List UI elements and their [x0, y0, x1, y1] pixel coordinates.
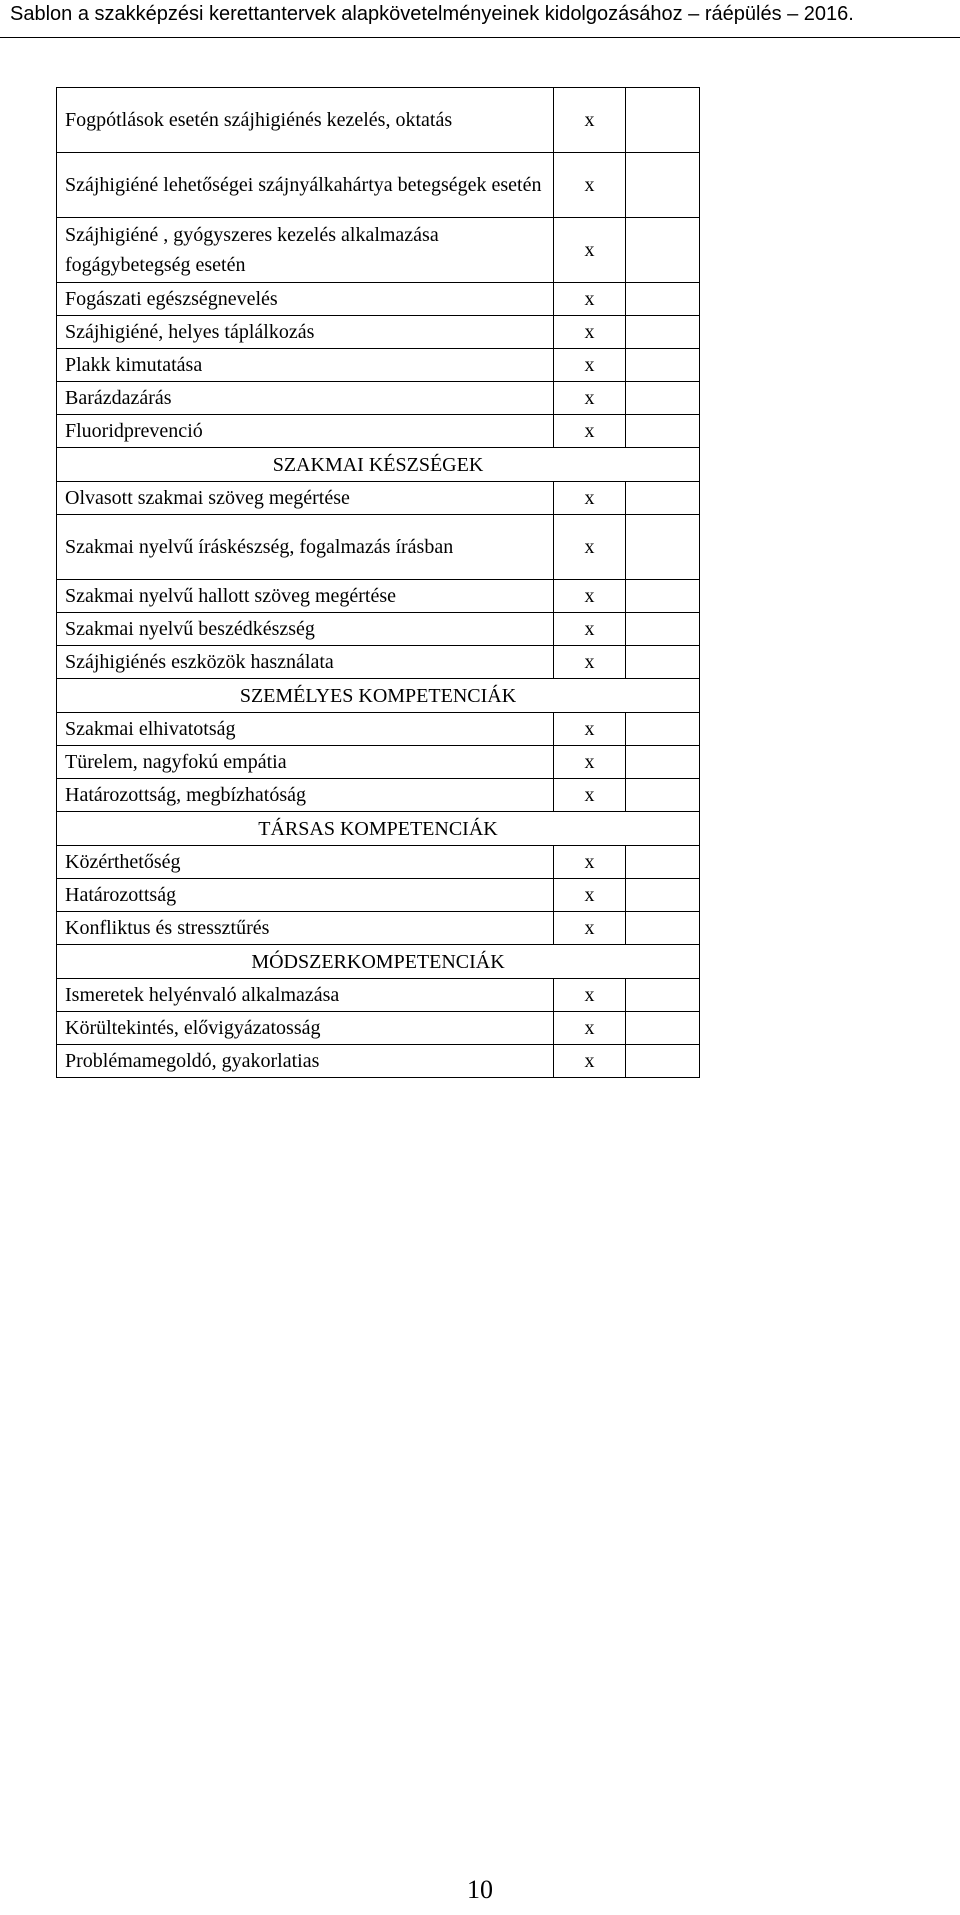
document-title: Sablon a szakképzési kerettantervek alapkövetelményeinek kidolgozásához – ráépülés – 2016. — [10, 3, 854, 25]
empty-cell — [626, 415, 700, 448]
empty-cell — [626, 218, 700, 283]
competency-label: Fogászati egészségnevelés — [57, 283, 554, 316]
competency-label: Konfliktus és stressztűrés — [57, 912, 554, 945]
competency-mark: x — [554, 482, 626, 515]
table-row — [57, 316, 700, 349]
competency-label: Szájhigiéné, helyes táplálkozás — [57, 316, 554, 349]
empty-cell — [626, 1045, 700, 1078]
competency-table — [56, 87, 700, 1078]
competency-mark: x — [554, 613, 626, 646]
competency-mark: x — [554, 1045, 626, 1078]
competency-mark: x — [554, 283, 626, 316]
table-row — [57, 613, 700, 646]
competency-label: Plakk kimutatása — [57, 349, 554, 382]
table-row — [57, 580, 700, 613]
empty-cell — [626, 580, 700, 613]
empty-cell — [626, 1012, 700, 1045]
empty-cell — [626, 779, 700, 812]
competency-mark: x — [554, 912, 626, 945]
competency-mark: x — [554, 415, 626, 448]
competency-mark: x — [554, 515, 626, 580]
table-row — [57, 1045, 700, 1078]
empty-cell — [626, 482, 700, 515]
competency-mark: x — [554, 349, 626, 382]
competency-mark: x — [554, 316, 626, 349]
empty-cell — [626, 613, 700, 646]
competency-label: Szakmai nyelvű hallott szöveg megértése — [57, 580, 554, 613]
table-row — [57, 482, 700, 515]
page-header — [0, 0, 960, 40]
competency-mark: x — [554, 779, 626, 812]
table-row — [57, 912, 700, 945]
page-number: 10 — [467, 1875, 493, 1904]
competency-label: Szakmai nyelvű íráskészség, fogalmazás írásban — [57, 515, 554, 580]
empty-cell — [626, 713, 700, 746]
table-row — [57, 349, 700, 382]
competency-mark: x — [554, 713, 626, 746]
competency-mark: x — [554, 646, 626, 679]
table-section-row — [57, 812, 700, 846]
table-row — [57, 415, 700, 448]
empty-cell — [626, 879, 700, 912]
empty-cell — [626, 88, 700, 153]
empty-cell — [626, 316, 700, 349]
competency-mark: x — [554, 846, 626, 879]
table-row — [57, 746, 700, 779]
competency-label: Ismeretek helyénvaló alkalmazása — [57, 979, 554, 1012]
competency-mark: x — [554, 88, 626, 153]
table-row — [57, 283, 700, 316]
empty-cell — [626, 283, 700, 316]
competency-label: Körültekintés, elővigyázatosság — [57, 1012, 554, 1045]
table-section-row — [57, 679, 700, 713]
competency-mark: x — [554, 153, 626, 218]
empty-cell — [626, 382, 700, 415]
competency-label: Szakmai nyelvű beszédkészség — [57, 613, 554, 646]
section-heading: MÓDSZERKOMPETENCIÁK — [57, 945, 700, 979]
competency-mark: x — [554, 1012, 626, 1045]
competency-table-body — [57, 88, 700, 1078]
empty-cell — [626, 979, 700, 1012]
competency-label: Szájhigiénés eszközök használata — [57, 646, 554, 679]
table-section-row — [57, 448, 700, 482]
competency-label: Határozottság — [57, 879, 554, 912]
table-row — [57, 879, 700, 912]
section-heading: SZAKMAI KÉSZSÉGEK — [57, 448, 700, 482]
competency-label: Fogpótlások esetén szájhigiénés kezelés, oktatás — [57, 88, 554, 153]
section-heading: SZEMÉLYES KOMPETENCIÁK — [57, 679, 700, 713]
empty-cell — [626, 515, 700, 580]
competency-label: Szájhigiéné lehetőségei szájnyálkahártya betegségek esetén — [57, 153, 554, 218]
competency-label: Fluoridprevenció — [57, 415, 554, 448]
table-row — [57, 382, 700, 415]
competency-mark: x — [554, 218, 626, 283]
competency-mark: x — [554, 879, 626, 912]
table-row — [57, 646, 700, 679]
table-row — [57, 713, 700, 746]
competency-label: Közérthetőség — [57, 846, 554, 879]
competency-label: Határozottság, megbízhatóság — [57, 779, 554, 812]
empty-cell — [626, 349, 700, 382]
table-row — [57, 153, 700, 218]
table-row — [57, 218, 700, 283]
empty-cell — [626, 912, 700, 945]
table-row — [57, 88, 700, 153]
competency-label: Szájhigiéné , gyógyszeres kezelés alkalmazása fogágybetegség esetén — [57, 218, 554, 283]
empty-cell — [626, 746, 700, 779]
competency-mark: x — [554, 746, 626, 779]
table-row — [57, 779, 700, 812]
table-row — [57, 1012, 700, 1045]
empty-cell — [626, 646, 700, 679]
competency-label: Szakmai elhivatotság — [57, 713, 554, 746]
table-row — [57, 979, 700, 1012]
header-divider — [0, 37, 960, 38]
competency-label: Türelem, nagyfokú empátia — [57, 746, 554, 779]
table-row — [57, 515, 700, 580]
section-heading: TÁRSAS KOMPETENCIÁK — [57, 812, 700, 846]
table-row — [57, 846, 700, 879]
competency-label: Olvasott szakmai szöveg megértése — [57, 482, 554, 515]
table-section-row — [57, 945, 700, 979]
competency-label: Barázdazárás — [57, 382, 554, 415]
competency-label: Problémamegoldó, gyakorlatias — [57, 1045, 554, 1078]
empty-cell — [626, 846, 700, 879]
competency-mark: x — [554, 979, 626, 1012]
competency-mark: x — [554, 382, 626, 415]
competency-mark: x — [554, 580, 626, 613]
empty-cell — [626, 153, 700, 218]
